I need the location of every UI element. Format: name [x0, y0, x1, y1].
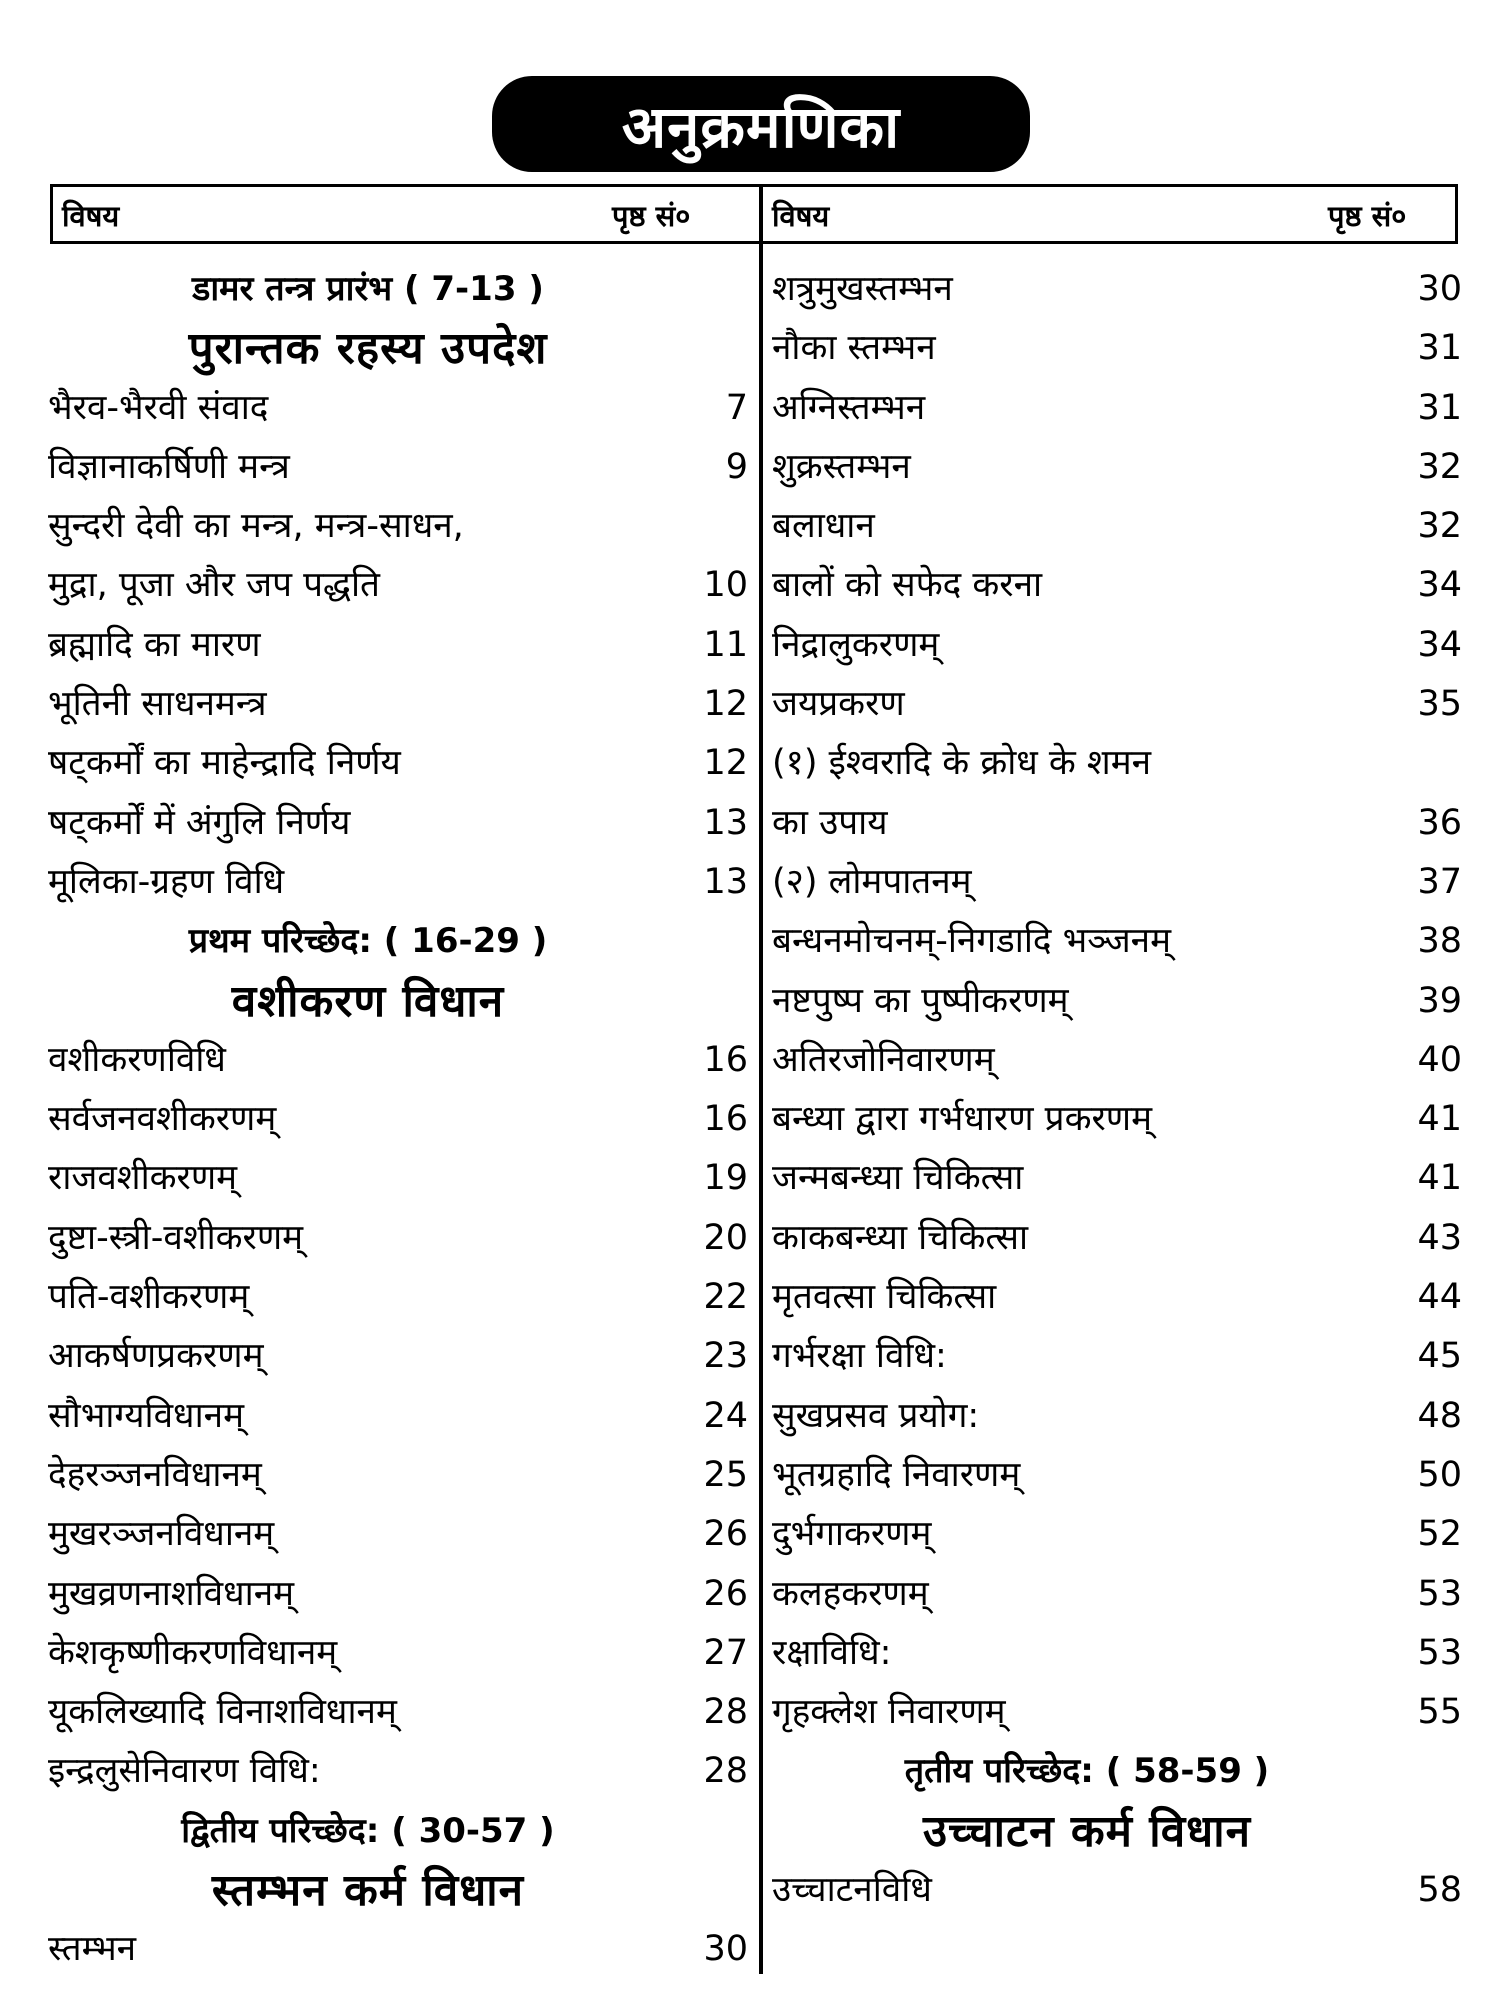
contents-entry — [772, 1031, 1462, 1090]
column-divider — [759, 184, 763, 1974]
entry-title: निद्रालुकरणम् — [772, 624, 940, 665]
right-contents-column — [772, 260, 1462, 1920]
entry-page-number: 43 — [1417, 1217, 1462, 1258]
contents-entry — [772, 1209, 1462, 1268]
section-heading — [772, 1802, 1462, 1861]
contents-entry — [772, 734, 1462, 793]
contents-entry — [772, 1861, 1462, 1920]
entry-page-number: 12 — [703, 743, 748, 784]
entry-title: देहरञ्जनविधानम् — [48, 1454, 262, 1495]
contents-entry — [48, 1565, 748, 1624]
entry-page-number: 48 — [1417, 1395, 1462, 1436]
contents-entry — [48, 1031, 748, 1090]
contents-entry — [48, 1327, 748, 1386]
entry-title: काकबन्ध्या चिकित्सा — [772, 1217, 1029, 1258]
chapter-heading — [48, 260, 748, 319]
contents-entry — [772, 1149, 1462, 1208]
entry-title: भूतग्रहादि निवारणम् — [772, 1454, 1021, 1495]
entry-page-number: 25 — [703, 1454, 748, 1495]
entry-page-number: 31 — [1417, 328, 1462, 369]
entry-page-number: 45 — [1417, 1336, 1462, 1377]
entry-page-number: 26 — [703, 1573, 748, 1614]
entry-page-number: 7 — [725, 387, 748, 428]
entry-page-number: 35 — [1417, 684, 1462, 725]
entry-title: बन्धनमोचनम्-निगडादि भञ्जनम् — [772, 921, 1172, 962]
entry-title: स्तम्भन — [48, 1929, 137, 1970]
entry-title: का उपाय — [772, 802, 888, 843]
entry-title: षट्कर्मों में अंगुलि निर्णय — [48, 802, 351, 843]
contents-entry — [48, 1387, 748, 1446]
entry-title: अग्निस्तम्भन — [772, 387, 926, 428]
entry-page-number: 28 — [703, 1692, 748, 1733]
entry-page-number: 36 — [1417, 802, 1462, 843]
entry-page-number: 16 — [703, 1099, 748, 1140]
entry-page-number: 13 — [703, 861, 748, 902]
entry-page-number: 26 — [703, 1514, 748, 1555]
contents-entry — [48, 1505, 748, 1564]
contents-entry — [48, 556, 748, 615]
contents-entry — [48, 1446, 748, 1505]
contents-entry — [48, 1742, 748, 1801]
entry-title: शत्रुमुखस्तम्भन — [772, 269, 953, 309]
entry-title: द्वितीय परिच्छेद: ( 30-57 ) — [181, 1810, 555, 1851]
entry-title: आकर्षणप्रकरणम् — [48, 1336, 264, 1377]
entry-page-number: 27 — [703, 1632, 748, 1673]
contents-entry — [48, 1683, 748, 1742]
entry-page-number: 12 — [703, 684, 748, 725]
entry-page-number: 53 — [1417, 1632, 1462, 1673]
entry-title: स्तम्भन कर्म विधान — [211, 1865, 525, 1917]
entry-title: सुखप्रसव प्रयोग: — [772, 1395, 980, 1436]
contents-entry — [48, 853, 748, 912]
entry-page-number: 31 — [1417, 387, 1462, 428]
entry-page-number: 23 — [703, 1336, 748, 1377]
entry-title: भूतिनी साधनमन्त्र — [48, 684, 267, 725]
entry-title: पति-वशीकरणम् — [48, 1277, 250, 1318]
entry-title: रक्षाविधि: — [772, 1632, 892, 1673]
entry-title: बालों को सफेद करना — [772, 565, 1043, 606]
entry-page-number: 38 — [1417, 921, 1462, 962]
entry-title: वशीकरणविधि — [48, 1039, 226, 1080]
entry-title: जन्मबन्ध्या चिकित्सा — [772, 1158, 1024, 1199]
entry-title: मुखव्रणनाशविधानम् — [48, 1573, 295, 1614]
entry-page-number: 10 — [703, 565, 748, 606]
entry-title: राजवशीकरणम् — [48, 1158, 238, 1199]
entry-title: उच्चाटनविधि — [772, 1870, 932, 1911]
section-heading — [48, 1861, 748, 1920]
entry-title: विज्ञानाकर्षिणी मन्त्र — [48, 446, 290, 487]
entry-page-number: 30 — [1417, 269, 1462, 309]
contents-entry — [772, 1505, 1462, 1564]
contents-entry — [772, 497, 1462, 556]
contents-entry — [48, 1090, 748, 1149]
contents-entry — [48, 438, 748, 497]
entry-page-number: 52 — [1417, 1514, 1462, 1555]
entry-page-number: 41 — [1417, 1158, 1462, 1199]
contents-entry — [772, 379, 1462, 438]
right-subject-header: विषय — [772, 199, 830, 233]
contents-entry — [772, 794, 1462, 853]
entry-title: (१) ईश्वरादि के क्रोध के शमन — [772, 743, 1152, 784]
entry-page-number: 22 — [703, 1277, 748, 1318]
chapter-heading — [772, 1742, 1462, 1801]
entry-page-number: 34 — [1417, 624, 1462, 665]
entry-title: शुक्रस्तम्भन — [772, 446, 911, 487]
left-page-header: पृष्ठ सं० — [612, 199, 691, 233]
contents-entry — [772, 1268, 1462, 1327]
entry-title: तृतीय परिच्छेद: ( 58-59 ) — [904, 1751, 1270, 1792]
entry-page-number: 50 — [1417, 1454, 1462, 1495]
entry-page-number: 20 — [703, 1217, 748, 1258]
contents-entry — [772, 616, 1462, 675]
contents-entry — [772, 1624, 1462, 1683]
contents-entry — [772, 319, 1462, 378]
contents-entry — [48, 1268, 748, 1327]
entry-title: मुद्रा, पूजा और जप पद्धति — [48, 565, 380, 606]
table-header — [50, 184, 1458, 244]
entry-page-number: 55 — [1417, 1692, 1462, 1733]
entry-title: उच्चाटन कर्म विधान — [922, 1805, 1252, 1857]
entry-page-number: 40 — [1417, 1039, 1462, 1080]
contents-entry — [772, 1327, 1462, 1386]
entry-title: कलहकरणम् — [772, 1573, 929, 1614]
contents-entry — [772, 1446, 1462, 1505]
left-contents-column — [48, 260, 748, 1980]
entry-title: भैरव-भैरवी संवाद — [48, 387, 269, 428]
contents-entry — [48, 497, 748, 556]
contents-entry — [48, 794, 748, 853]
entry-title: गर्भरक्षा विधि: — [772, 1336, 947, 1377]
contents-entry — [48, 1920, 748, 1979]
entry-page-number: 58 — [1417, 1870, 1462, 1911]
entry-title: प्रथम परिच्छेद: ( 16-29 ) — [188, 921, 548, 962]
contents-entry — [48, 616, 748, 675]
contents-entry — [772, 675, 1462, 734]
entry-title: गृहक्लेश निवारणम् — [772, 1692, 1006, 1733]
entry-title: इन्द्रलुसेनिवारण विधि: — [48, 1751, 321, 1792]
entry-title: सर्वजनवशीकरणम् — [48, 1099, 277, 1140]
entry-page-number: 30 — [703, 1929, 748, 1970]
contents-entry — [48, 379, 748, 438]
contents-entry — [772, 972, 1462, 1031]
entry-title: बन्ध्या द्वारा गर्भधारण प्रकरणम् — [772, 1099, 1153, 1140]
contents-entry — [772, 1565, 1462, 1624]
contents-entry — [772, 260, 1462, 319]
entry-page-number: 16 — [703, 1039, 748, 1080]
entry-title: पुरान्तक रहस्य उपदेश — [188, 323, 548, 375]
entry-title: मृतवत्सा चिकित्सा — [772, 1277, 997, 1318]
entry-title: नौका स्तम्भन — [772, 328, 936, 369]
entry-title: दुर्भगाकरणम् — [772, 1514, 932, 1555]
contents-entry — [48, 734, 748, 793]
entry-title: दुष्टा-स्त्री-वशीकरणम् — [48, 1217, 304, 1258]
contents-entry — [772, 912, 1462, 971]
entry-page-number: 19 — [703, 1158, 748, 1199]
chapter-heading — [48, 1802, 748, 1861]
section-heading — [48, 319, 748, 378]
right-page-header: पृष्ठ सं० — [1328, 199, 1407, 233]
contents-entry — [772, 1090, 1462, 1149]
contents-entry — [48, 1209, 748, 1268]
contents-entry — [48, 1149, 748, 1208]
chapter-heading — [48, 912, 748, 971]
entry-page-number: 32 — [1417, 446, 1462, 487]
contents-entry — [772, 438, 1462, 497]
entry-page-number: 53 — [1417, 1573, 1462, 1614]
page-title: अनुक्रमणिका — [492, 76, 1030, 172]
entry-page-number: 11 — [703, 624, 748, 665]
entry-page-number: 39 — [1417, 980, 1462, 1021]
entry-page-number: 34 — [1417, 565, 1462, 606]
contents-entry — [772, 1683, 1462, 1742]
entry-title: वशीकरण विधान — [231, 975, 505, 1027]
contents-entry — [772, 1387, 1462, 1446]
entry-page-number: 24 — [703, 1395, 748, 1436]
entry-title: केशकृष्णीकरणविधानम् — [48, 1632, 338, 1673]
entry-title: अतिरजोनिवारणम् — [772, 1039, 995, 1080]
contents-entry — [772, 556, 1462, 615]
entry-title: षट्कर्मों का माहेन्द्रादि निर्णय — [48, 743, 401, 784]
entry-page-number: 32 — [1417, 506, 1462, 547]
entry-page-number: 28 — [703, 1751, 748, 1792]
entry-title: सुन्दरी देवी का मन्त्र, मन्त्र-साधन, — [48, 506, 464, 547]
entry-title: जयप्रकरण — [772, 684, 905, 725]
entry-page-number: 41 — [1417, 1099, 1462, 1140]
entry-title: मुखरञ्जनविधानम् — [48, 1514, 275, 1555]
contents-entry — [48, 1624, 748, 1683]
entry-title: बलाधान — [772, 506, 875, 547]
left-subject-header: विषय — [62, 199, 120, 233]
entry-title: यूकलिख्यादि विनाशविधानम् — [48, 1692, 397, 1733]
entry-page-number: 37 — [1417, 861, 1462, 902]
entry-title: (२) लोमपातनम् — [772, 861, 972, 902]
entry-title: ब्रह्मादि का मारण — [48, 624, 261, 665]
entry-title: मूलिका-ग्रहण विधि — [48, 861, 285, 902]
entry-page-number: 9 — [725, 446, 748, 487]
contents-entry — [48, 675, 748, 734]
section-heading — [48, 972, 748, 1031]
entry-page-number: 13 — [703, 802, 748, 843]
contents-entry — [772, 853, 1462, 912]
entry-title: नष्टपुष्प का पुष्पीकरणम् — [772, 980, 1069, 1021]
entry-title: सौभाग्यविधानम् — [48, 1395, 245, 1436]
entry-page-number: 44 — [1417, 1277, 1462, 1318]
entry-title: डामर तन्त्र प्रारंभ ( 7-13 ) — [192, 269, 544, 309]
